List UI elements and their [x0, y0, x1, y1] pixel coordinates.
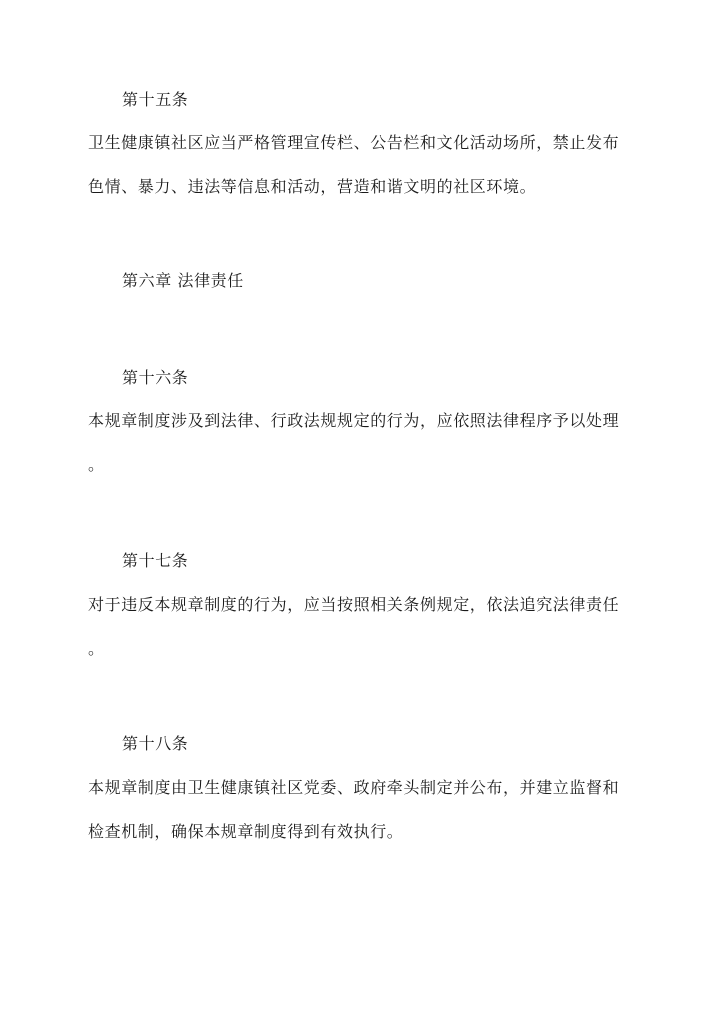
article-17-text-line-2: 。 [88, 639, 105, 658]
article-16-text-line-1: 本规章制度涉及到法律、行政法规规定的行为，应依照法律程序予以处理 [88, 411, 620, 430]
article-16-title: 第十六条 [122, 368, 189, 387]
article-18-title: 第十八条 [122, 734, 189, 753]
article-17-title: 第十七条 [122, 551, 189, 570]
article-18-text-line-2: 检查机制，确保本规章制度得到有效执行。 [88, 822, 404, 841]
article-15-text-line-2: 色情、暴力、违法等信息和活动，营造和谐文明的社区环境。 [88, 177, 537, 196]
article-18-text-line-1: 本规章制度由卫生健康镇社区党委、政府牵头制定并公布，并建立监督和 [88, 778, 620, 797]
article-17-text-line-1: 对于违反本规章制度的行为，应当按照相关条例规定，依法追究法律责任 [88, 595, 620, 614]
chapter-6-title: 第六章 法律责任 [122, 271, 244, 290]
article-15-title: 第十五条 [122, 90, 189, 109]
article-16-text-line-2: 。 [88, 455, 105, 474]
article-15-text-line-1: 卫生健康镇社区应当严格管理宣传栏、公告栏和文化活动场所，禁止发布 [88, 133, 620, 152]
